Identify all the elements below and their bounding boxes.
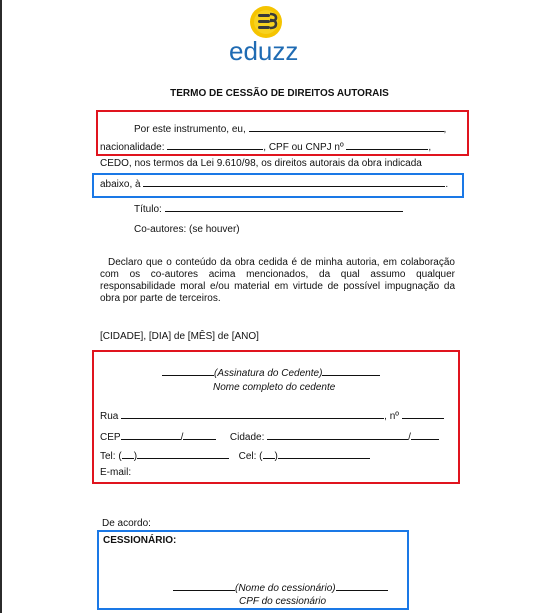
cep-line (100, 430, 439, 444)
coauthors-line: Co-autores: (se houver) (134, 224, 240, 235)
rua-line (100, 409, 444, 423)
cep-blank[interactable] (121, 430, 181, 440)
tel-paren-open: ( (118, 451, 122, 462)
cidade-label: Cidade: (229, 432, 265, 443)
tel-blank[interactable] (137, 449, 229, 459)
intro-line2 (100, 140, 431, 154)
numero-label: , nº (384, 411, 399, 422)
intro-line3: CEDO, nos termos da Lei 9.610/98, os direitos autorais da obra indicada (100, 158, 422, 169)
logo-text: eduzz (229, 36, 299, 66)
tel-paren-close: ) (133, 451, 138, 462)
date-line: [CIDADE], [DIA] de [MÊS] de [ANO] (100, 331, 259, 342)
cpf-label: , CPF ou CNPJ nº (263, 142, 344, 153)
cessionario-blank-left[interactable] (173, 581, 235, 591)
work-title-line (134, 202, 403, 216)
work-title-blank[interactable] (165, 202, 403, 212)
work-title-label: Título: (134, 204, 162, 215)
cep-slash: / (180, 432, 184, 443)
cel-ddd-blank[interactable] (263, 449, 275, 459)
intro-line4 (100, 177, 448, 191)
cidade-uf-blank[interactable] (411, 430, 439, 440)
rua-blank[interactable] (121, 409, 384, 419)
cel-paren-open: ( (259, 451, 263, 462)
intro-line1 (134, 122, 446, 136)
cessionario-blank-right[interactable] (336, 581, 388, 591)
declaration-paragraph: Declaro que o conteúdo da obra cedida é de minha autoria, em colaboração com os co-autores acima mencionados, da qual assumo qualquer responsabilidade moral e/ou material em virtude de possível impugnação da obra por parte de terceiros. (100, 257, 455, 304)
intro-comma: , (443, 124, 447, 135)
cep-uf-blank[interactable] (183, 430, 216, 440)
nationality-blank[interactable] (167, 140, 263, 150)
cessionario-label: CESSIONÁRIO: (103, 535, 177, 546)
cel-label: Cel: (238, 451, 257, 462)
phone-line (100, 449, 370, 463)
cidade-blank[interactable] (267, 430, 408, 440)
cel-blank[interactable] (278, 449, 370, 459)
cpf-blank[interactable] (346, 140, 428, 150)
cessionario-signature-line (173, 581, 388, 595)
rua-label: Rua (100, 411, 119, 422)
tel-label: Tel: (100, 451, 116, 462)
signature-blank-left[interactable] (162, 366, 214, 376)
signature-blank-right[interactable] (322, 366, 380, 376)
cidade-slash: / (408, 432, 411, 443)
cedente-signature-label: (Assinatura do Cedente) (214, 368, 323, 379)
document-title: TERMO DE CESSÃO DE DIREITOS AUTORAIS (170, 88, 389, 99)
cedente-name-label: Nome completo do cedente (213, 382, 336, 393)
de-acordo-label: De acordo: (102, 518, 151, 529)
intro-comma-2: , (428, 142, 432, 153)
cessionario-cpf-label: CPF do cessionário (239, 596, 327, 607)
intro-line1-text: Por este instrumento, eu, (134, 124, 246, 135)
cel-paren-close: ) (274, 451, 278, 462)
cedente-signature-line (162, 366, 380, 380)
email-label: E-mail: (100, 467, 132, 478)
intro-period: . (445, 179, 449, 190)
numero-blank[interactable] (402, 409, 444, 419)
abaixo-label: abaixo, à (100, 179, 141, 190)
nationality-label: nacionalidade: (100, 142, 165, 153)
cessionario-blank[interactable] (143, 177, 445, 187)
name-blank[interactable] (249, 122, 444, 132)
cep-label: CEP (100, 432, 121, 443)
tel-ddd-blank[interactable] (122, 449, 134, 459)
cessionario-name-label: (Nome do cessionário) (235, 583, 336, 594)
